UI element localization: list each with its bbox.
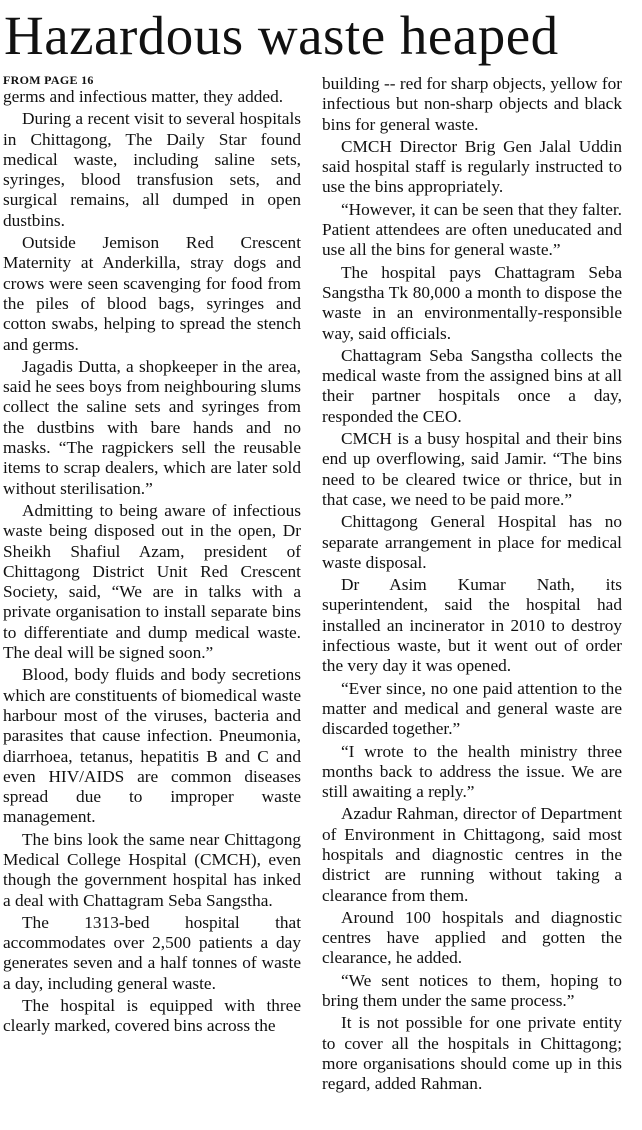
paragraph: Blood, body fluids and body secretions which are constituents of biomedical waste harbour most of the viruses, bacteria and parasites that cause infection. Pneumonia, diarrhoea, tetanus, hepatitis B and C and even HIV/AIDS are common diseases spread due to improper waste management. [3,665,302,827]
paragraph: Admitting to being aware of infectious waste being disposed out in the open, Dr Sheikh Shafiul Azam, president of Chittagong District Unit Red Crescent Society, said, “We are in talks with a private organisation to install separate bins to differentiate and dump medical waste. The deal will be signed soon.” [3,500,301,663]
paragraph: During a recent visit to several hospitals in Chittagong, The Daily Star found medical waste, including saline sets, syringes, blood transfusion sets, and surgical remains, all dumped in open dustbins. [3,109,301,230]
paragraph: It is not possible for one private entity to cover all the hospitals in Chittagong; more organisations should come up in this regard, added Rahman. [322,1013,622,1094]
paragraph: “We sent notices to them, hoping to bring them under the same process.” [322,970,622,1011]
paragraph: CMCH is a busy hospital and their bins end up overflowing, said Jamir. “The bins need to be cleared twice or thrice, but in that case, we need to be paid more.” [322,429,622,509]
paragraph: building -- red for sharp objects, yellow for infectious but non-sharp objects and black bins for general waste. [322,74,622,134]
paragraph: The hospital pays Chattagram Seba Sangstha Tk 80,000 a month to dispose the waste in an environmentally-responsible way, said officials. [322,262,622,343]
paragraph: germs and infectious matter, they added. [3,87,284,106]
paragraph: Around 100 hospitals and diagnostic centres have applied and gotten the clearance, he added. [322,907,622,968]
paragraph: “I wrote to the health ministry three months back to address the issue. We are still awaiting a reply.” [322,741,622,802]
right-column [322,74,622,1097]
paragraph: Azadur Rahman, director of Department of Environment in Chittagong, said most hospitals and diagnostic centres in the district are running without taking a clearance from them. [322,804,622,905]
kicker: FROM PAGE 16 [3,73,94,87]
paragraph: “Ever since, no one paid attention to the matter and medical and general waste are discarded together.” [322,678,622,739]
left-column [3,74,301,1039]
paragraph: The hospital is equipped with three clearly marked, covered bins across the [3,996,301,1036]
paragraph: The bins look the same near Chittagong Medical College Hospital (CMCH), even though the government hospital has inked a deal with Chattagram Seba Sangstha. [3,829,301,910]
paragraph: The 1313-bed hospital that accommodates over 2,500 patients a day generates seven and a half tonnes of waste a day, including general waste. [3,912,301,993]
headline: Hazardous waste heaped [4,5,559,66]
paragraph: Dr Asim Kumar Nath, its superintendent, said the hospital had installed an incinerator in 2010 to destroy infectious waste, but it went out of order the very day it was opened. [322,575,622,676]
paragraph: Jagadis Dutta, a shopkeeper in the area, said he sees boys from neighbouring slums collect the saline sets and syringes from the dustbins with bare hands and no masks. “The ragpickers sell the reusable items to scrap dealers, which are later sold without sterilisation.” [3,356,301,498]
paragraph: CMCH Director Brig Gen Jalal Uddin said hospital staff is regularly instructed to use the bins appropriately. [322,136,622,197]
paragraph: Chittagong General Hospital has no separate arrangement in place for medical waste disposal. [322,512,622,572]
paragraph: “However, it can be seen that they falter. Patient attendees are often uneducated and use all the bins for general waste.” [322,199,622,260]
paragraph: Chattagram Seba Sangstha collects the medical waste from the assigned bins at all their partner hospitals once a day, responded the CEO. [322,345,622,426]
paragraph: Outside Jemison Red Crescent Maternity at Anderkilla, stray dogs and crows were seen scavenging for food from the piles of blood bags, syringes and cotton swabs, helping to spread the stench and germs. [3,233,301,354]
